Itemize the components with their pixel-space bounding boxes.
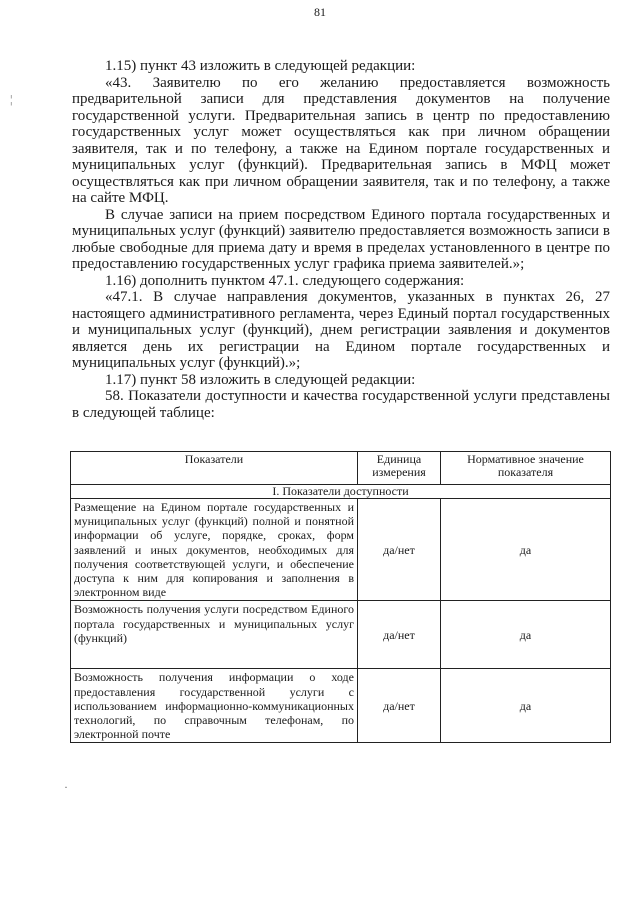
header-norm: Нормативное значение показателя	[441, 452, 611, 485]
document-body	[72, 58, 610, 421]
table-header-row	[71, 452, 611, 485]
scan-dot-mark: ·	[64, 780, 68, 794]
header-indicators: Показатели	[71, 452, 358, 485]
indicator-cell: Возможность получения информации о ходе предоставления государственной услуги с использованием информационно-коммуникационных технологий, по справочным телефонам, по электронной почте	[71, 669, 358, 743]
indicator-cell: Возможность получения услуги посредством Единого портала государственных и муниципальных услуг (функций)	[71, 601, 358, 669]
table-section-row	[71, 485, 611, 499]
paragraph-1-16: 1.16) дополнить пунктом 47.1. следующего содержания:	[105, 272, 465, 289]
indicators-table	[70, 451, 611, 743]
table-row	[71, 499, 611, 601]
indicator-cell: Размещение на Едином портале государственных и муниципальных услуг (функций) полной и понятной информации об услуге, порядке, сроках, форм заявлений и иных документов, необходимых для получения соответствующей услуги, и обеспечение доступа к ним для копирования и заполнения в электронном виде	[71, 499, 358, 601]
header-unit: Единица измерения	[358, 452, 441, 485]
paragraph-58: 58. Показатели доступности и качества государственной услуги представлены в следующей таблице:	[72, 388, 610, 421]
paragraph-47-1: «47.1. В случае направления документов, указанных в пунктах 26, 27 настоящего административного регламента, через Единый портал государственных и муниципальных услуг (функций), днем регистрации заявления и документов является день их регистрации на Едином портале государственных и муниципальных услуг (функций).»;	[72, 289, 610, 371]
unit-cell: да/нет	[358, 601, 441, 669]
unit-cell: да/нет	[358, 499, 441, 601]
page-number: 81	[314, 5, 326, 19]
paragraph-43: «43. Заявителю по его желанию предоставляется возможность предварительной записи для представления документов на получение государственной услуги. Предварительная запись в центр по предоставлению государственных услуг может осуществляться как при личном обращении заявителя, так и по телефону, а также на Едином портале государственных и муниципальных услуг (функций). Предварительная запись в МФЦ может осуществляться как при личном обращении заявителя, так и по телефону, а также на сайте МФЦ.	[72, 74, 610, 206]
paragraph-1-17: 1.17) пункт 58 изложить в следующей редакции:	[105, 371, 416, 388]
table-row	[71, 669, 611, 743]
norm-cell: да	[441, 499, 611, 601]
unit-cell: да/нет	[358, 669, 441, 743]
section-title: I. Показатели доступности	[71, 485, 611, 499]
norm-cell: да	[441, 601, 611, 669]
norm-cell: да	[441, 669, 611, 743]
paragraph-1-15: 1.15) пункт 43 изложить в следующей редакции:	[105, 58, 416, 74]
paragraph-43-online: В случае записи на прием посредством Единого портала государственных и муниципальных услуг (функций) заявителю предоставляется возможность записи в любые свободные для приема дату и время в пределах установленного в центре по предоставлению государственных услуг графика приема заявителей.»;	[72, 206, 610, 272]
table-row	[71, 601, 611, 669]
margin-tick-mark: ¦	[10, 92, 13, 106]
